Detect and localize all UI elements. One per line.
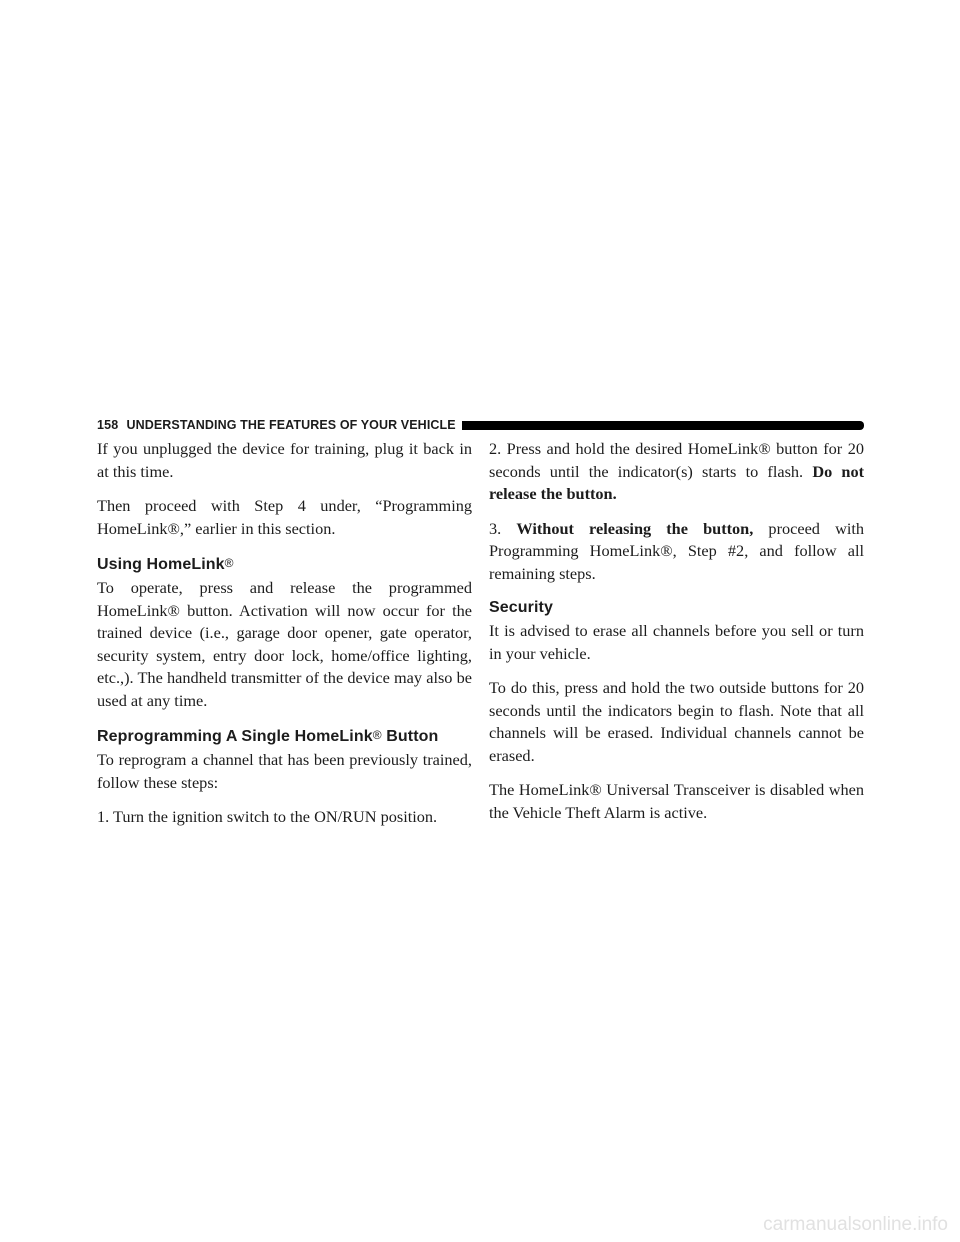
heading-reprogramming bbox=[97, 725, 472, 747]
paragraph-proceed-step4: Then proceed with Step 4 under, “Programming HomeLink®,” earlier in this section. bbox=[97, 496, 472, 538]
right-column bbox=[489, 438, 864, 836]
paragraph-erase-procedure: To do this, press and hold the two outside buttons for 20 seconds until the indicators begin to flash. Note that all channels will be erased. Individual channels cannot be erased. bbox=[489, 678, 864, 765]
paragraph-erase-advice: It is advised to erase all channels before you sell or turn in your vehicle. bbox=[489, 621, 864, 663]
registered-mark: ® bbox=[224, 556, 234, 570]
paragraph-operate: To operate, press and release the programmed HomeLink® button. Activation will now occur for the trained device (i.e., garage door opener, gate operator, security system, entry door lock, home/office lighting, etc.,). The handheld transmitter of the device may also be used at any time. bbox=[97, 578, 472, 710]
registered-mark: ® bbox=[372, 728, 382, 742]
heading-using-homelink-text: Using HomeLink bbox=[97, 556, 225, 573]
heading-reprogramming-text: Reprogramming A Single HomeLink bbox=[97, 728, 373, 745]
step-3-emphasis: Without releasing the button, bbox=[516, 518, 754, 538]
paragraph-reprogram-intro: To reprogram a channel that has been previously trained, follow these steps: bbox=[97, 750, 472, 792]
step-2-text: 2. Press and hold the desired HomeLink® button for 20 seconds until the indicator(s) starts to flash. bbox=[489, 439, 864, 481]
step-3 bbox=[489, 518, 864, 586]
watermark: carmanualsonline.info bbox=[763, 1214, 948, 1235]
step-3-number: 3. bbox=[489, 518, 517, 538]
heading-security: Security bbox=[489, 599, 553, 616]
paragraph-plug-back: If you unplugged the device for training, plug it back in at this time. bbox=[97, 439, 472, 481]
page-number: 158 bbox=[97, 418, 119, 432]
left-column bbox=[97, 438, 472, 841]
step-2-warning: Do not release the button. bbox=[489, 461, 865, 503]
page-header bbox=[97, 416, 864, 434]
step-2 bbox=[489, 438, 864, 506]
step-1: 1. Turn the ignition switch to the ON/RUN position. bbox=[97, 807, 438, 826]
heading-using-homelink bbox=[97, 553, 472, 575]
paragraph-transceiver-disabled: The HomeLink® Universal Transceiver is disabled when the Vehicle Theft Alarm is active. bbox=[489, 780, 864, 822]
heading-reprogramming-suffix: Button bbox=[381, 728, 439, 745]
step-3-text: proceed with Programming HomeLink®, Step #2, and follow all remaining steps. bbox=[489, 518, 865, 583]
header-rule bbox=[462, 421, 864, 430]
section-title: UNDERSTANDING THE FEATURES OF YOUR VEHICLE bbox=[126, 418, 456, 432]
